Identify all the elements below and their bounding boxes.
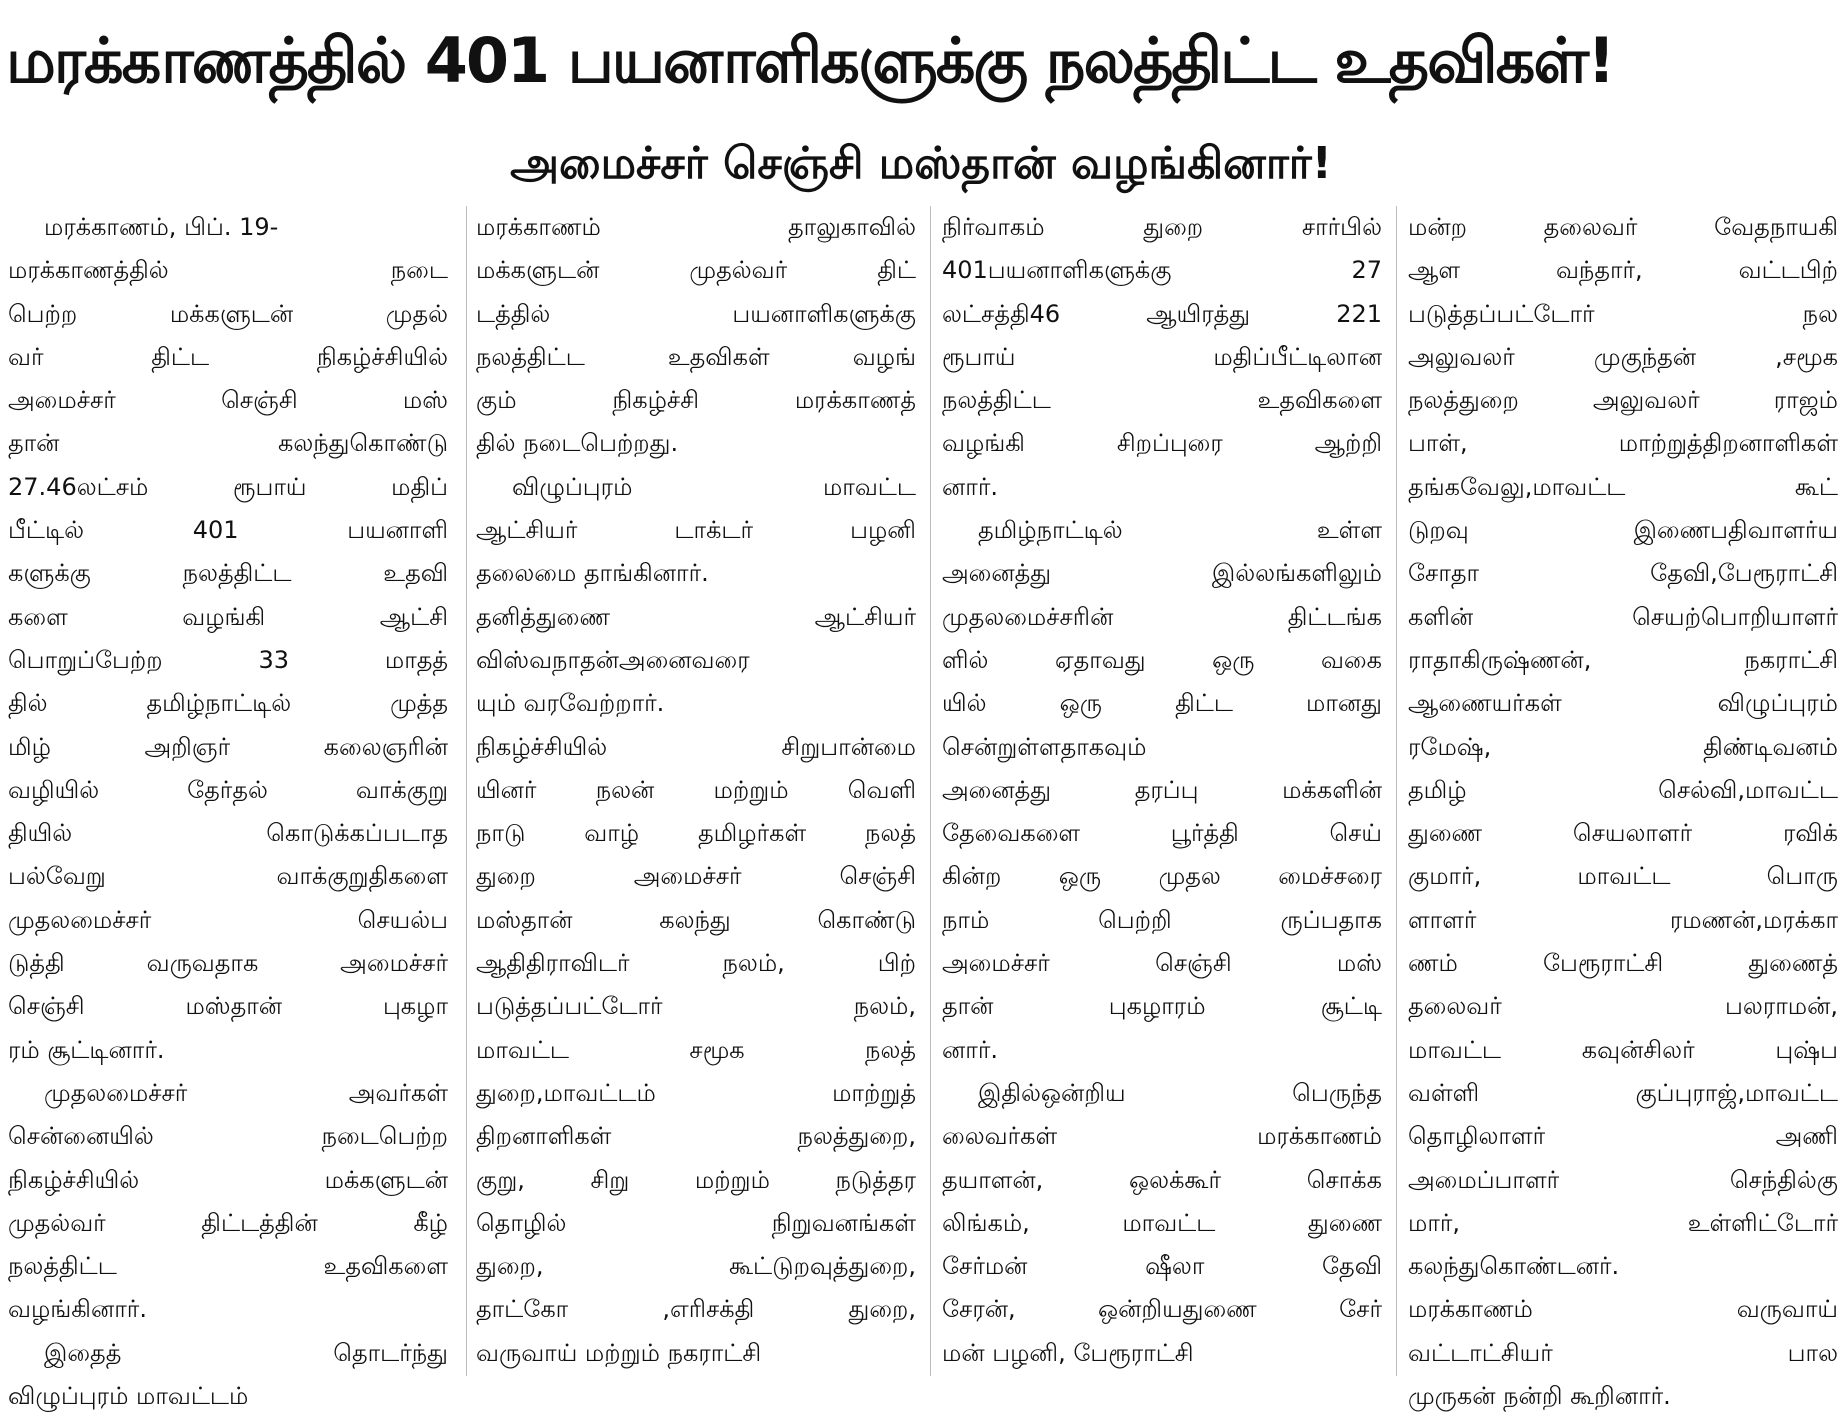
article-text-line: னார். bbox=[942, 472, 998, 501]
article-text-line: களை வழங்கி ஆட்சி bbox=[8, 602, 448, 631]
article-text-line: நாம் பெற்றி ருப்பதாக bbox=[942, 905, 1382, 934]
article-text-line: ளாளர் ரமணன்,மரக்கா bbox=[1408, 905, 1838, 934]
article-text-line: படுத்தப்பட்டோர் நலம், bbox=[476, 992, 916, 1021]
article-text-line: மக்களுடன் முதல்வர் திட் bbox=[476, 256, 916, 285]
article-text-line: களின் செயற்பொறியாளர் bbox=[1408, 602, 1838, 631]
article-text-line: இதைத் தொடர்ந்து bbox=[44, 1338, 448, 1367]
article-text-line: மரக்காணம், பிப். 19- bbox=[44, 213, 279, 241]
article-text-line: நாடு வாழ் தமிழர்கள் நலத் bbox=[476, 819, 916, 848]
article-text-line: ஆட்சியர் டாக்டர் பழனி bbox=[476, 516, 916, 545]
article-text-line: லைவர்கள் மரக்காணம் bbox=[942, 1122, 1382, 1151]
article-text-line: பாள், மாற்றுத்திறனாளிகள் bbox=[1408, 429, 1838, 458]
article-text-line: கலந்துகொண்டனர். bbox=[1408, 1252, 1620, 1281]
article-text-line: முதலமைச்சர் செயல்ப bbox=[8, 905, 448, 934]
article-text-line: முதலமைச்சரின் திட்டங்க bbox=[942, 602, 1382, 631]
article-text-line: கும் நிகழ்ச்சி மரக்காணத் bbox=[476, 386, 916, 415]
article-text-line: 401பயனாளிகளுக்கு 27 bbox=[942, 256, 1382, 285]
article-text-line: நிகழ்ச்சியில் சிறுபான்மை bbox=[476, 732, 916, 761]
article-text-line: ரமேஷ், திண்டிவனம் bbox=[1408, 732, 1838, 761]
article-text-line: 27.46லட்சம் ரூபாய் மதிப் bbox=[8, 472, 448, 501]
article-text-line: திறனாளிகள் நலத்துறை, bbox=[476, 1122, 916, 1151]
article-text-line: குறு, சிறு மற்றும் நடுத்தர bbox=[476, 1165, 916, 1194]
article-text-line: ரூபாய் மதிப்பீட்டிலான bbox=[942, 342, 1382, 371]
article-text-line: தான் புகழாரம் சூட்டி bbox=[942, 992, 1382, 1021]
article-text-line: துறை,மாவட்டம் மாற்றுத் bbox=[476, 1078, 916, 1107]
article-text-line: ஆள வந்தார், வட்டபிற் bbox=[1408, 256, 1838, 285]
article-text-line: நிர்வாகம் துறை சார்பில் bbox=[942, 213, 1382, 241]
article-text-line: வருவாய் மற்றும் நகராட்சி bbox=[476, 1338, 762, 1367]
article-text-line: துறை, கூட்டுறவுத்துறை, bbox=[476, 1252, 916, 1281]
article-text-line: தலைவர் பலராமன், bbox=[1408, 992, 1838, 1021]
article-text-line: குமார், மாவட்ட பொரு bbox=[1408, 862, 1838, 891]
article-text-line: னார். bbox=[942, 1035, 998, 1064]
article-text-line: லிங்கம், மாவட்ட துணை bbox=[942, 1208, 1382, 1237]
article-text-line: பல்வேறு வாக்குறுதிகளை bbox=[8, 862, 448, 891]
article-text-line: நலத்திட்ட உதவிகள் வழங் bbox=[476, 342, 916, 371]
article-text-line: ராதாகிருஷ்ணன், நகராட்சி bbox=[1408, 645, 1838, 674]
article-text-line: ஆணையர்கள் விழுப்புரம் bbox=[1408, 689, 1838, 718]
article-text-line: மாவட்ட சமூக நலத் bbox=[476, 1035, 916, 1064]
article-text-line: விழுப்புரம் மாவட்டம் bbox=[8, 1382, 249, 1411]
article-text-line: படுத்தப்பட்டோர் நல bbox=[1408, 299, 1838, 328]
article-text-line: வள்ளி குப்புராஜ்,மாவட்ட bbox=[1408, 1078, 1838, 1107]
article-text-line: சோதா தேவி,பேரூராட்சி bbox=[1408, 559, 1838, 588]
article-text-line: தொழில் நிறுவனங்கள் bbox=[476, 1208, 916, 1237]
article-text-line: முருகன் நன்றி கூறினார். bbox=[1408, 1382, 1671, 1411]
article-text-line: நலத்திட்ட உதவிகளை bbox=[942, 386, 1382, 415]
article-text-line: அலுவலர் முகுந்தன் ,சமூக bbox=[1408, 342, 1838, 371]
article-body bbox=[8, 206, 1838, 1411]
article-text-line: தமிழ்நாட்டில் உள்ள bbox=[978, 516, 1382, 545]
article-text-line: மரக்காணம் தாலுகாவில் bbox=[476, 213, 916, 241]
article-text-line: அமைச்சர் செஞ்சி மஸ் bbox=[942, 949, 1382, 978]
article-text-line: அமைச்சர் செஞ்சி மஸ் bbox=[8, 386, 448, 415]
article-text-line: தேவைகளை பூர்த்தி செய் bbox=[942, 819, 1382, 848]
article-text-line: சேர்மன் ஷீலா தேவி bbox=[942, 1252, 1382, 1281]
article-text-line: நிகழ்ச்சியில் மக்களுடன் bbox=[8, 1165, 448, 1194]
article-text-line: டுத்தி வருவதாக அமைச்சர் bbox=[8, 949, 448, 978]
article-text-line: மன் பழனி, பேரூராட்சி bbox=[942, 1338, 1194, 1367]
article-text-line: தில் தமிழ்நாட்டில் முத்த bbox=[8, 689, 448, 718]
article-text-line: மிழ் அறிஞர் கலைஞரின் bbox=[8, 732, 448, 761]
article-text-line: இதில்ஒன்றிய பெருந்த bbox=[978, 1078, 1382, 1107]
article-text-line: செஞ்சி மஸ்தான் புகழா bbox=[8, 992, 448, 1021]
article-text-line: அமைப்பாளர் செந்தில்கு bbox=[1408, 1165, 1838, 1194]
article-text-line: பொறுப்பேற்ற 33 மாதத் bbox=[8, 645, 448, 674]
article-text-line: தாட்கோ ,எரிசக்தி துறை, bbox=[476, 1295, 916, 1324]
article-text-line: தொழிலாளர் அணி bbox=[1408, 1122, 1838, 1151]
article-text-line: தயாளன், ஒலக்கூர் சொக்க bbox=[942, 1165, 1382, 1194]
article-text-line: நலத்துறை அலுவலர் ராஜம் bbox=[1408, 386, 1838, 415]
article-text-line: அனைத்து இல்லங்களிலும் bbox=[942, 559, 1382, 588]
article-text-line: மரக்காணத்தில் நடை bbox=[8, 256, 448, 285]
article-text-line: லட்சத்தி46 ஆயிரத்து 221 bbox=[942, 299, 1382, 328]
article-text-line: பீட்டில் 401 பயனாளி bbox=[8, 516, 448, 545]
article-text-line: விஸ்வநாதன்அனைவரை bbox=[476, 645, 750, 674]
article-text-line: மன்ற தலைவர் வேதநாயகி bbox=[1408, 213, 1838, 241]
article-text-line: தான் கலந்துகொண்டு bbox=[8, 429, 448, 458]
article-text-line: தமிழ் செல்வி,மாவட்ட bbox=[1408, 775, 1838, 804]
article-text-line: சென்றுள்ளதாகவும் bbox=[942, 732, 1147, 761]
article-text-line: மஸ்தான் கலந்து கொண்டு bbox=[476, 905, 916, 934]
headline: மரக்காணத்தில் 401 பயனாளிகளுக்கு நலத்திட்ட உதவிகள்! bbox=[6, 24, 1614, 97]
article-text-line: வழியில் தேர்தல் வாக்குறு bbox=[8, 775, 448, 804]
article-text-line: மரக்காணம் வருவாய் bbox=[1408, 1295, 1838, 1324]
article-text-line: துணை செயலாளர் ரவிக் bbox=[1408, 819, 1838, 848]
article-text-line: வட்டாட்சியர் பால bbox=[1408, 1338, 1838, 1367]
article-text-line: தனித்துணை ஆட்சியர் bbox=[476, 602, 916, 631]
article-text-line: விழுப்புரம் மாவட்ட bbox=[512, 472, 916, 501]
article-text-line: சேரன், ஒன்றியதுணை சேர் bbox=[942, 1295, 1382, 1324]
article-text-line: தில் நடைபெற்றது. bbox=[476, 429, 679, 458]
article-text-line: பெற்ற மக்களுடன் முதல் bbox=[8, 299, 448, 328]
article-text-line: ணம் பேரூராட்சி துணைத் bbox=[1408, 949, 1838, 978]
article-text-line: மாவட்ட கவுன்சிலர் புஷ்ப bbox=[1408, 1035, 1838, 1064]
article-text-line: வழங்கி சிறப்புரை ஆற்றி bbox=[942, 429, 1382, 458]
article-text-line: வர் திட்ட நிகழ்ச்சியில் bbox=[8, 342, 448, 371]
article-text-line: யில் ஒரு திட்ட மானது bbox=[942, 689, 1382, 718]
article-text-line: கின்ற ஒரு முதல மைச்சரை bbox=[942, 862, 1382, 891]
article-text-line: நலத்திட்ட உதவிகளை bbox=[8, 1252, 448, 1281]
article-text-line: யும் வரவேற்றார். bbox=[476, 689, 665, 718]
article-text-line: ஆதிதிராவிடர் நலம், பிற் bbox=[476, 949, 916, 978]
article-text-line: மார், உள்ளிட்டோர் bbox=[1408, 1208, 1838, 1237]
article-text-line: சென்னையில் நடைபெற்ற bbox=[8, 1122, 448, 1151]
article-text-line: வழங்கினார். bbox=[8, 1295, 147, 1324]
article-text-line: அனைத்து தரப்பு மக்களின் bbox=[942, 775, 1382, 804]
subheadline: அமைச்சர் செஞ்சி மஸ்தான் வழங்கினார்! bbox=[510, 138, 1332, 189]
article-text-line: ளில் ஏதாவது ஒரு வகை bbox=[942, 645, 1382, 674]
article-text-line: முதலமைச்சர் அவர்கள் bbox=[44, 1078, 448, 1107]
article-column-3 bbox=[942, 206, 1382, 1378]
article-text-line: களுக்கு நலத்திட்ட உதவி bbox=[8, 559, 448, 588]
article-text-line: தலைமை தாங்கினார். bbox=[476, 559, 709, 588]
article-column-1 bbox=[8, 206, 448, 1411]
article-text-line: முதல்வர் திட்டத்தின் கீழ் bbox=[8, 1208, 448, 1237]
article-column-2 bbox=[476, 206, 916, 1378]
article-text-line: தங்கவேலு,மாவட்ட கூட் bbox=[1408, 472, 1838, 501]
article-text-line: துறை அமைச்சர் செஞ்சி bbox=[476, 862, 916, 891]
article-text-line: தியில் கொடுக்கப்படாத bbox=[8, 819, 448, 848]
article-text-line: டுறவு இணைபதிவாளர்ய bbox=[1408, 516, 1838, 545]
article-text-line: டத்தில் பயனாளிகளுக்கு bbox=[476, 299, 916, 328]
article-column-4 bbox=[1408, 206, 1838, 1411]
article-text-line: ரம் சூட்டினார். bbox=[8, 1035, 165, 1064]
article-text-line: யினர் நலன் மற்றும் வெளி bbox=[476, 775, 916, 804]
